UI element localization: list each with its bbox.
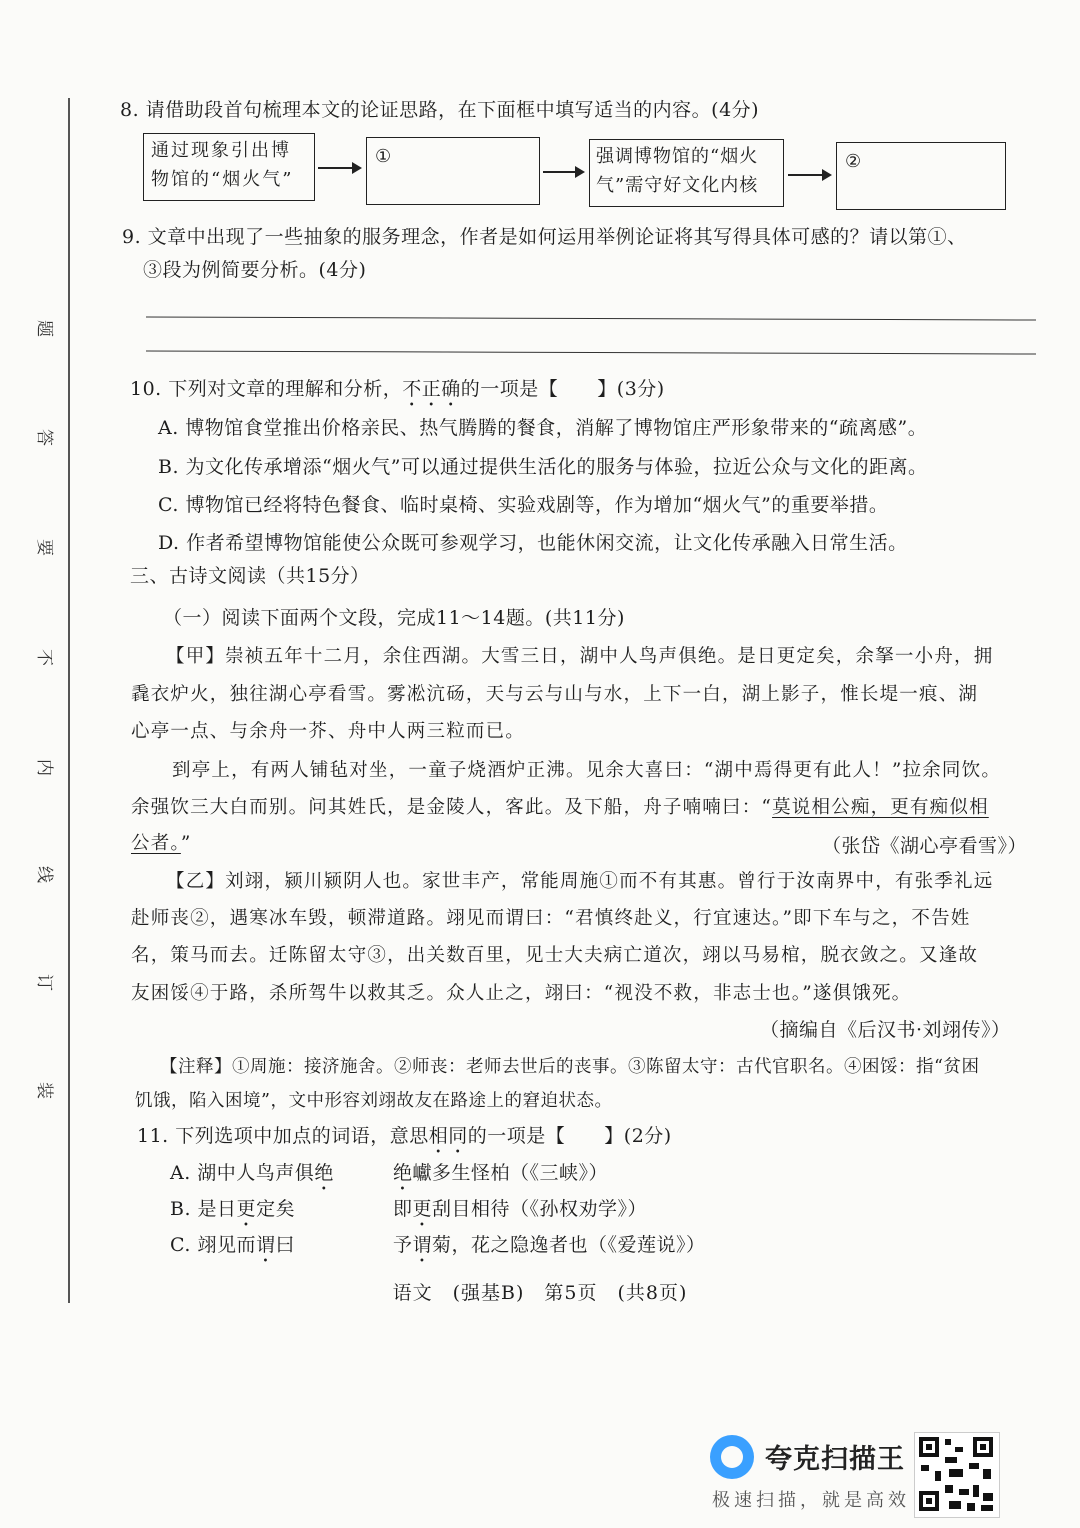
q11-a-right-dotted: 绝 (393, 1162, 413, 1184)
q10-stem-pre: 10. 下列对文章的理解和分析， (130, 378, 403, 400)
jia-line-3: 心亭一点、与余舟一芥、舟中人两三粒而已。 (131, 721, 526, 742)
q10-stem-post: 的一项是【 】(3分) (460, 378, 665, 400)
qr-code-icon (914, 1432, 1000, 1518)
scanner-subtitle: 极速扫描，就是高效 (712, 1490, 910, 1511)
q11-a-right-text: 巘多生怪柏（《三峡》） (412, 1162, 609, 1184)
q11-stem (137, 1122, 672, 1158)
q11-b-right-text-post: 刮目相待（《孙权劝学》） (432, 1198, 648, 1220)
q8-box-3 (589, 139, 784, 207)
q8-box-3-line-1: 强调博物馆的“烟火 (596, 146, 759, 167)
notes-line-2: 饥饿，陷入困境”，文中形容刘翊故友在路途上的窘迫状态。 (135, 1091, 613, 1111)
q11-option-b-left (170, 1195, 295, 1231)
q8-box-3-line-2: 气”需守好文化内核 (596, 175, 759, 196)
jia-line-6-post: ” (180, 833, 192, 854)
yi-line-3: 名，策马而去。迁陈留太守③，出关数百里，见士大夫病亡道次，翊以马易棺，脱衣敛之。又逢故 (131, 945, 979, 966)
arrow-2 (543, 171, 583, 173)
q11-b-right-text-pre: 即 (393, 1198, 413, 1220)
q8-answer-box-1-marker: ① (375, 146, 394, 167)
jia-line-6 (131, 830, 192, 858)
q10-option-b: B. 为文化传承增添“烟火气”可以通过提供生活化的服务与体验，拉近公众与文化的距离。 (158, 456, 928, 478)
side-label-3: 要 (34, 539, 54, 556)
section-3-title: 三、古诗文阅读（共15分） (130, 565, 370, 587)
q8-stem: 8. 请借助段首句梳理本文的论证思路，在下面框中填写适当的内容。(4分) (120, 99, 760, 121)
side-label-6: 线 (34, 866, 54, 883)
yi-line-2: 赴师丧②，遇寒冰车毁，顿滞道路。翊见而谓曰：“君慎终赴义，行宜速达。”即下车与之，不告姓 (131, 908, 971, 929)
q11-stem-pre: 11. 下列选项中加点的词语，意思 (137, 1125, 429, 1147)
q9-answer-line-1[interactable] (146, 316, 1036, 320)
q8-answer-box-2-marker: ② (845, 151, 864, 172)
q11-a-left-text: A. 湖中人鸟声俱 (170, 1162, 315, 1184)
q11-c-right-text-pre: 予 (393, 1234, 413, 1256)
q11-b-left-text-post: 定矣 (256, 1198, 296, 1220)
side-label-5: 内 (34, 759, 54, 776)
q11-stem-emphasis: 相同 (428, 1125, 468, 1147)
q11-c-left-text-pre: C. 翊见而 (170, 1234, 256, 1256)
jia-line-4: 到亭上，有两人铺毡对坐，一童子烧酒炉正沸。见余大喜曰：“湖中焉得更有此人！”拉余同饮。 (172, 760, 1002, 781)
q11-c-right-dotted: 谓 (412, 1234, 433, 1256)
q11-b-left-dotted: 更 (236, 1198, 257, 1220)
q10-option-d: D. 作者希望博物馆能使公众既可参观学习，也能休闲交流，让文化传承融入日常生活。 (158, 532, 908, 554)
q11-c-left-text-post: 曰 (275, 1234, 295, 1256)
q11-option-c-left (170, 1231, 295, 1267)
q11-a-left-dotted: 绝 (314, 1162, 334, 1184)
side-label-2: 答 (34, 429, 54, 446)
q11-c-left-dotted: 谓 (255, 1234, 276, 1256)
scanner-title: 夸克扫描王 (765, 1444, 905, 1475)
yi-line-1: 【乙】刘翊，颍川颍阴人也。家世丰产，常能周施①而不有其惠。曾行于汝南界中，有张季礼远 (166, 871, 994, 892)
side-label-7: 订 (34, 974, 54, 991)
q9-line-2: ③段为例简要分析。(4分) (143, 259, 367, 281)
jia-line-5-pre: 余强饮三大白而别。问其姓氏，是金陵人，客此。及下船，舟子喃喃曰：“ (131, 797, 773, 818)
notes-line-1: 【注释】①周施：接济施舍。②师丧：老师去世后的丧事。③陈留太守：古代官职名。④困馁：指“贫困 (160, 1057, 980, 1077)
q11-c-right-text-post: 菊，花之隐逸者也（《爱莲说》） (432, 1234, 706, 1256)
arrow-3 (788, 174, 830, 176)
jia-line-1: 【甲】崇祯五年十二月，余住西湖。大雪三日，湖中人鸟声俱绝。是日更定矣，余拏一小舟，拥 (166, 646, 994, 667)
yi-line-4: 友困馁④于路，杀所驾牛以救其乏。众人止之，翊曰：“视没不救，非志士也。”遂俱饿死。 (131, 983, 912, 1004)
side-label-8: 装 (34, 1082, 54, 1099)
scanner-logo-icon (710, 1435, 754, 1479)
q11-stem-post: 的一项是【 】(2分) (467, 1125, 672, 1147)
q9-answer-line-2[interactable] (146, 350, 1036, 354)
q9-line-1: 9. 文章中出现了一些抽象的服务理念，作者是如何运用举例论证将其写得具体可感的？请以第①、 (122, 226, 967, 248)
section-3-subtitle: （一）阅读下面两个文段，完成11～14题。(共11分) (163, 607, 625, 629)
q11-b-right-dotted: 更 (412, 1198, 433, 1220)
jia-underlined-sentence-1: 莫说相公痴，更有痴似相 (772, 797, 989, 818)
q11-option-a-left (170, 1159, 334, 1195)
q8-answer-box-2[interactable] (836, 142, 1006, 210)
binding-margin-rule (68, 98, 70, 1303)
jia-underlined-sentence-2: 公者。 (131, 833, 181, 854)
jia-line-2: 毳衣炉火，独往湖心亭看雪。雾凇沆砀，天与云与山与水，上下一白，湖上影子，惟长堤一痕、湖 (131, 684, 979, 705)
q10-stem-emphasis: 不正确 (402, 378, 461, 400)
jia-source: （张岱《湖心亭看雪》） (822, 835, 1028, 857)
q11-option-c-right (393, 1231, 706, 1267)
q10-option-c: C. 博物馆已经将特色餐食、临时桌椅、实验戏剧等，作为增加“烟火气”的重要举措。 (158, 494, 889, 516)
q8-box-1-line-2: 物馆的“烟火气” (151, 169, 294, 190)
q11-option-b-right (393, 1195, 647, 1231)
jia-line-5 (131, 794, 989, 822)
q8-box-1 (143, 133, 315, 201)
page-footer: 语文 (强基B) 第5页 (共8页) (392, 1282, 688, 1304)
q8-answer-box-1[interactable] (366, 137, 540, 205)
q10-option-a: A. 博物馆食堂推出价格亲民、热气腾腾的餐食，消解了博物馆庄严形象带来的“疏离感”。 (158, 417, 928, 439)
arrow-1 (318, 167, 360, 169)
side-label-1: 题 (34, 320, 54, 337)
side-label-4: 不 (34, 649, 54, 666)
q8-box-1-line-1: 通过现象引出博 (151, 140, 291, 161)
yi-source: （摘编自《后汉书·刘翊传》） (760, 1019, 1011, 1041)
q11-option-a-right (393, 1159, 608, 1195)
q10-stem (130, 375, 665, 411)
q11-b-left-text-pre: B. 是日 (170, 1198, 237, 1220)
